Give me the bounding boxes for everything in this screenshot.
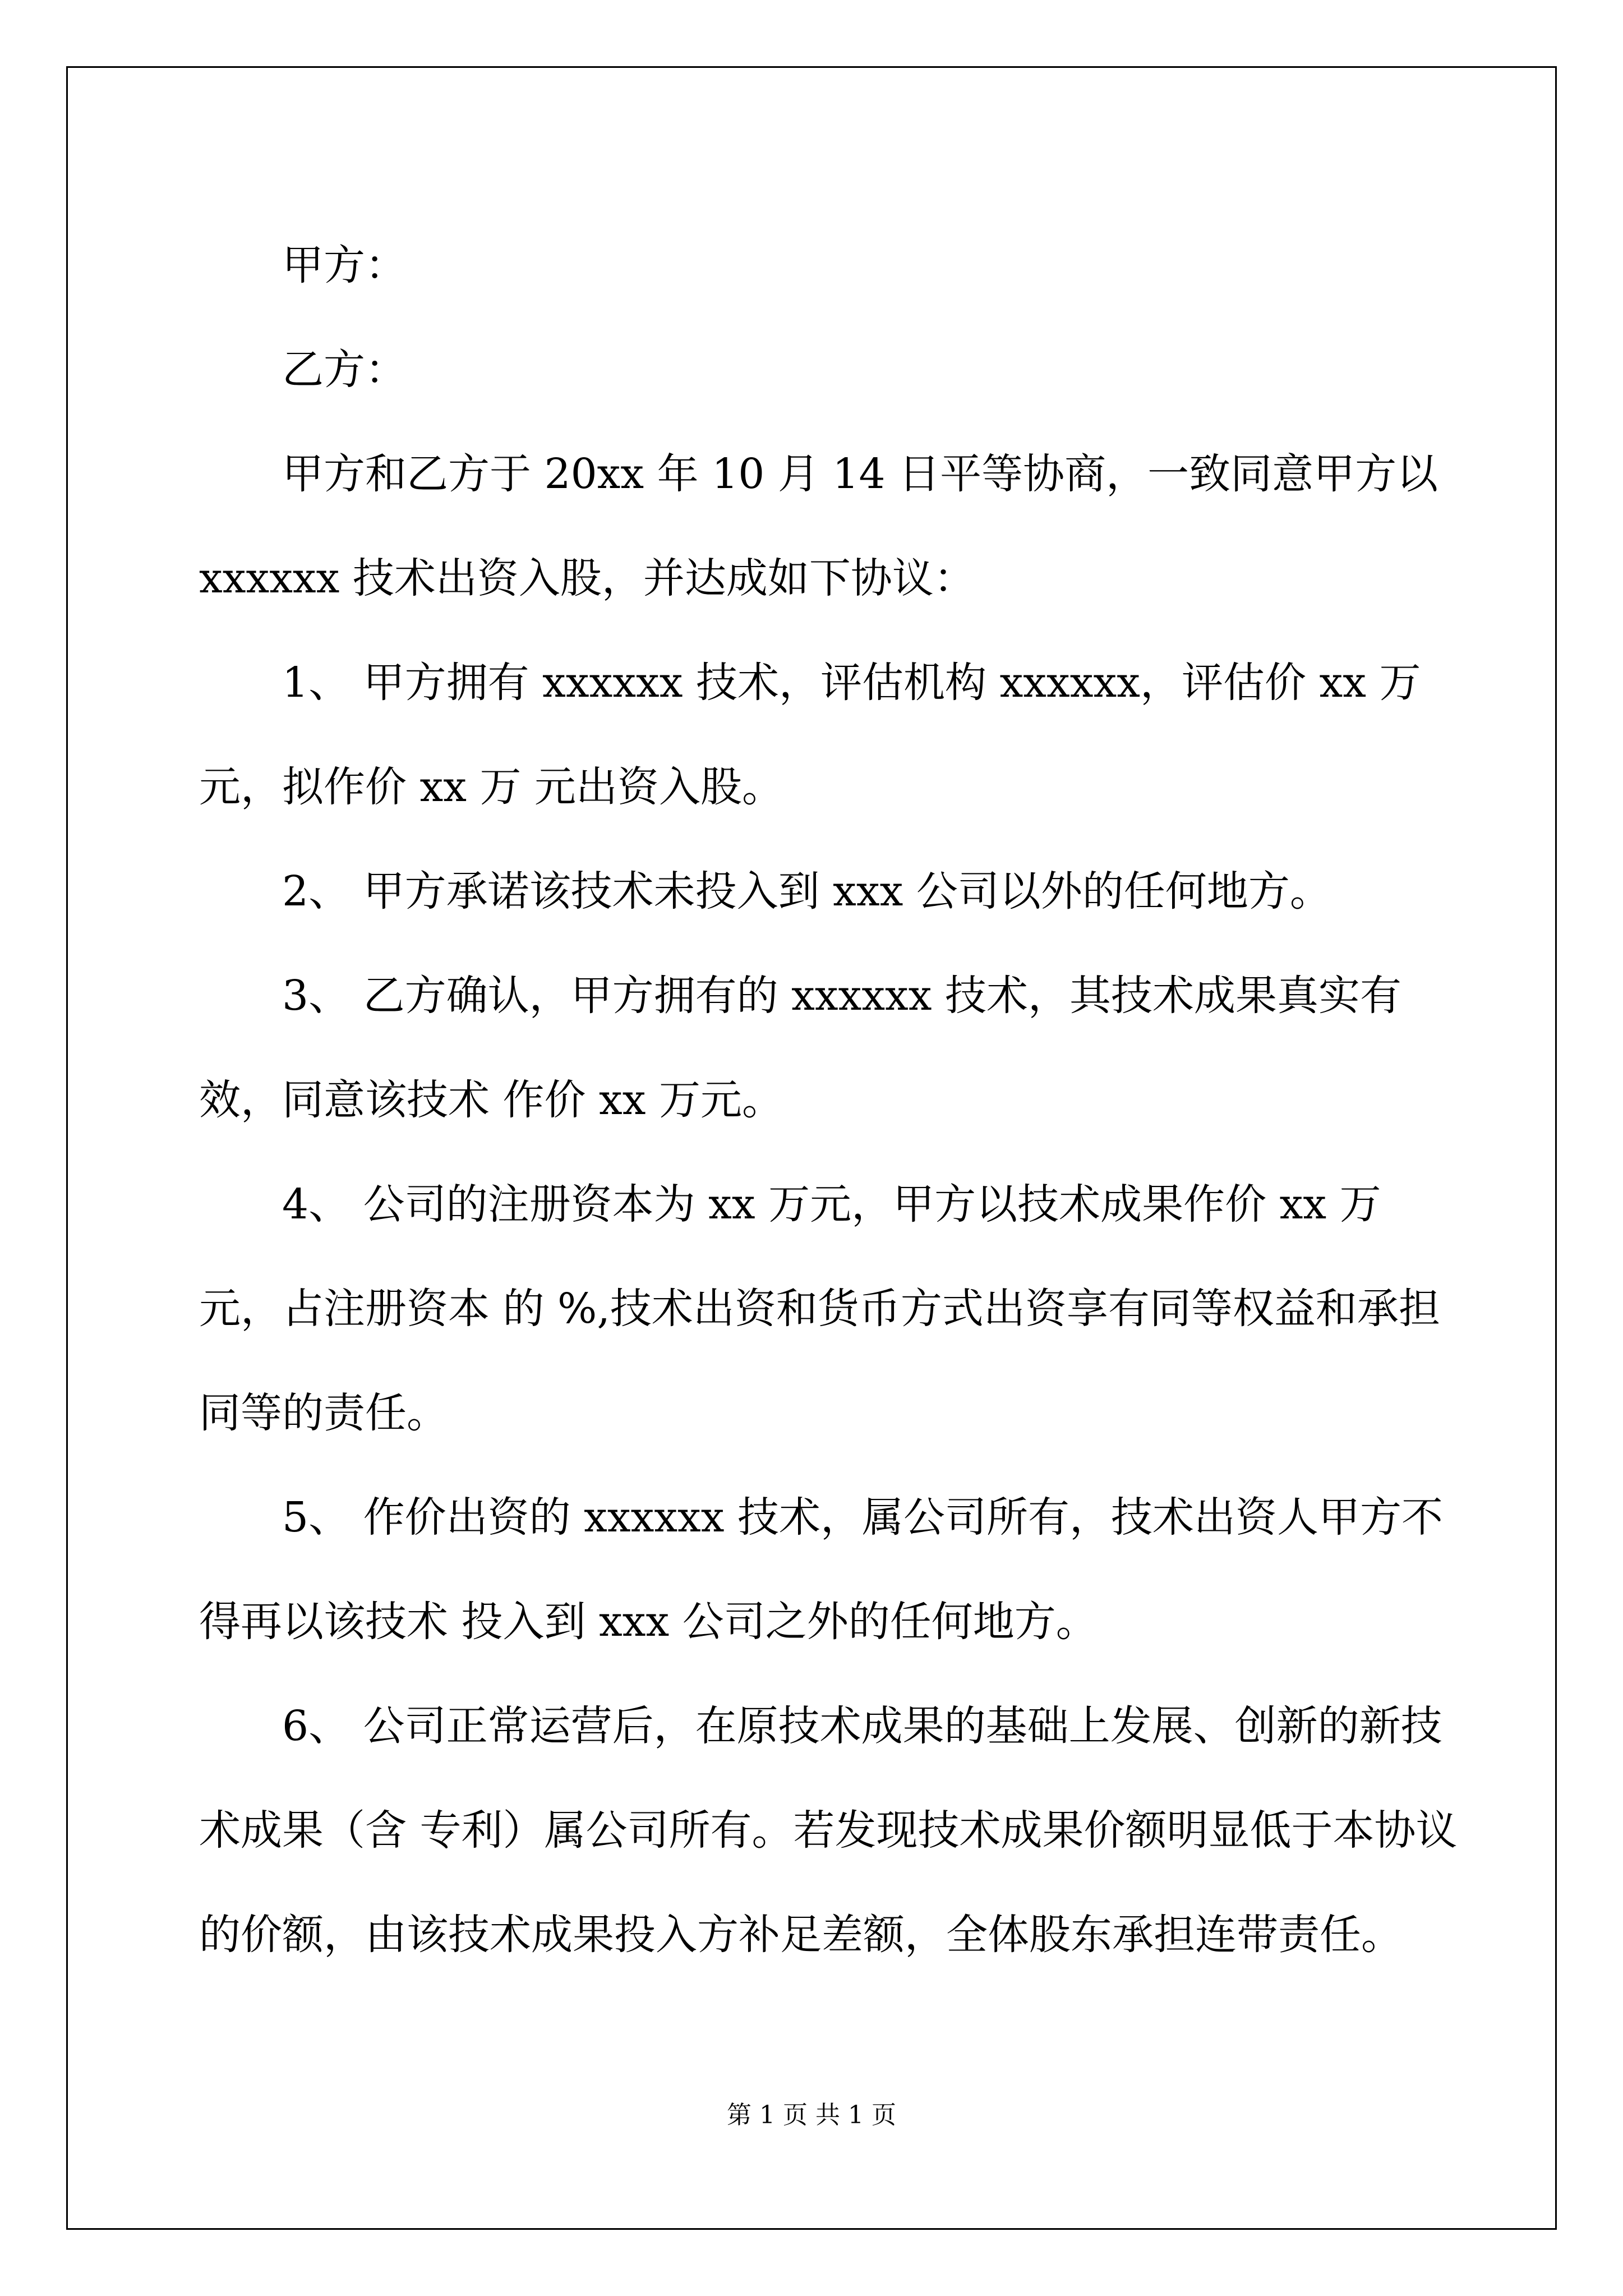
clause-2: 2、 甲方承诺该技术未投入到 xxx 公司以外的任何地方。: [282, 867, 1331, 915]
clause-5: 5、 作价出资的 xxxxxx 技术，属公司所有，技术出资人甲方不得再以该技术 投入到 xxx 公司之外的任何地方。: [199, 1493, 1444, 1646]
clause-3: 3、 乙方确认，甲方拥有的 xxxxxx 技术，其技术成果真实有效，同意该技术 作价 xx 万元。: [199, 972, 1402, 1124]
document-body: [199, 213, 1461, 1987]
clause-4: 4、 公司的注册资本为 xx 万元，甲方以技术成果作价 xx 万元，占注册资本 的 %,技术出资和货币方式出资享有同等权益和承担同等的责任。: [199, 1180, 1440, 1437]
party-a-line: 甲方：: [282, 241, 407, 289]
intro-paragraph: 甲方和乙方于 20xx 年 10 月 14 日平等协商，一致同意甲方以 xxxxxx 技术出资入股，并达成如下协议：: [199, 450, 1438, 602]
clause-1: 1、 甲方拥有 xxxxxx 技术，评估机构 xxxxxx，评估价 xx 万元，拟作价 xx 万 元出资入股。: [199, 659, 1421, 811]
clause-6: 6、 公司正常运营后，在原技术成果的基础上发展、创新的新技术成果（含 专利）属公司所有。若发现技术成果价额明显低于本协议的价额，由该技术成果投入方补足差额，全体股东承担连带责任。: [199, 1702, 1458, 1959]
page-footer: 第 1 页 共 1 页: [727, 2101, 896, 2129]
party-b-line: 乙方：: [282, 346, 407, 394]
